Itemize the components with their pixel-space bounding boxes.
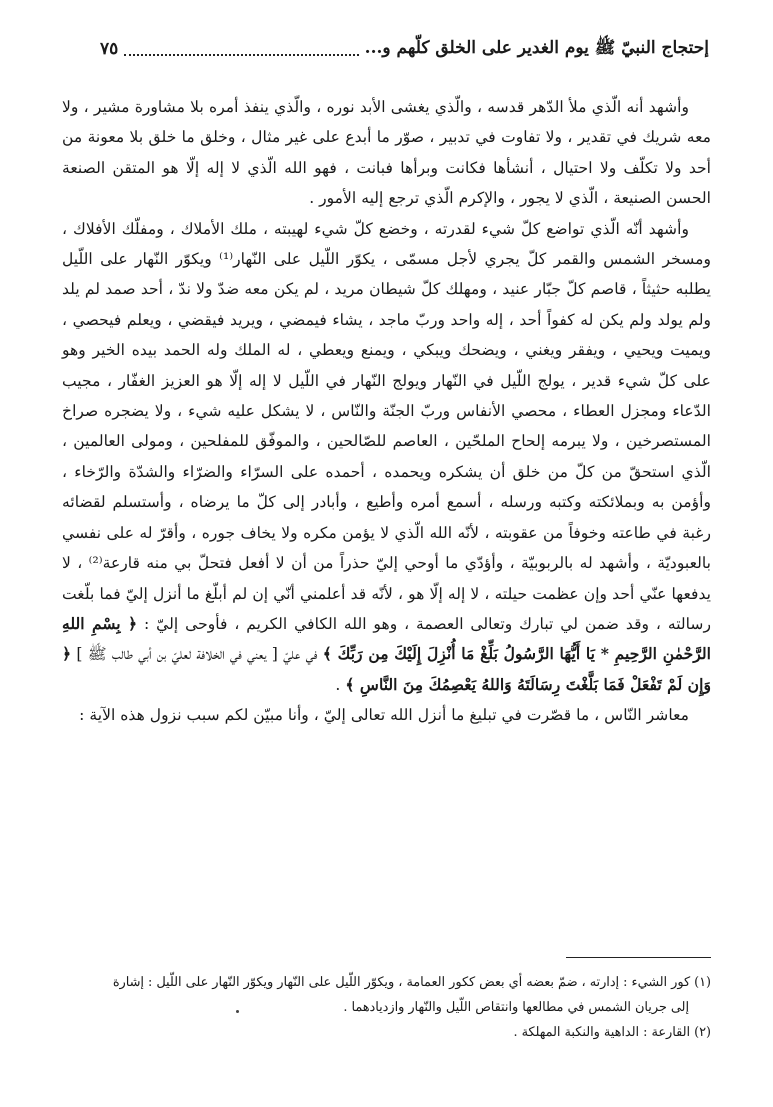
quran-verse-2: ﴿ وَإِن لَمْ تَفْعَلْ فَمَا بَلَّغْتَ رِسَالَتَهُ وَاللهُ يَعْصِمُكَ مِنَ النَّاسِ ﴾ [62, 644, 711, 694]
page-number: ٧٥ [100, 39, 119, 59]
paragraph-2-text: وأشهد أنّه الّذي تواضع كلّ شيء لقدرته ، وخضع كلّ شيء لهيبته ، ملك الأملاك ، ومفلّك الأفلاك ، ومسخر الشمس والقمر كلّ يجري لأجل مسمّى ، يكوّر اللّيل على النّهار⁽¹⁾ ويكوّر النّهار على اللّيل يطلبه حثيثاً ، قاصم كلّ جبّار عنيد ، ومهلك كلّ شيطان مريد ، لم يكن معه ضدّ ولا ندّ ، أحد صمد لم يلد ولم يولد ولم يكن له كفواً أحد ، إله واحد وربّ ماجد ، يشاء فيمضي ، ويريد فيقضي ، ويعلم فيحصي ، ويميت ويحيي ، ويفقر ويغني ، ويضحك ويبكي ، ويمنع ويعطي ، له الملك وله الحمد بيده الخير وهو على كلّ شيء قدير ، يولج اللّيل في النّهار ويولج النّهار في اللّيل لا إله إلّا هو العزيز الغفّار ، مجيب الدّعاء ومجزل العطاء ، محصي الأنفاس وربّ الجنّة والنّاس ، لا يشكل عليه شيء ، ولا يضجره صراخ المستصرخين ، ولا يبرمه إلحاح الملحّين ، العاصم للصّالحين ، والموفّق للمفلحين ، ومولى العالمين ، الّذي استحقّ من كلّ من خلق أن يشكره ويحمده ، أحمده على السرّاء والضرّاء والشدّة والرّخاء ، وأؤمن به وبملائكته وكتبه ورسله ، أسمع أمره وأطيع ، وأبادر إلى كلّ ما يرضاه ، وأستسلم لقضائه رغبة في طاعته وخوفاً من عقوبته ، لأنّه الله الّذي لا يؤمن مكره ولا يخاف جوره ، وأقرّ له على نفسي بالعبوديّة ، وأشهد له بالربوبيّة ، وأؤدّي ما أوحي إليّ حذراً من أن لا أفعل فتحلّ بي منه قارعة⁽²⁾ ، لا يدفعها عنّي أحد وإن عظمت حيلته ، لا إله إلّا هو ، لأنّه قد أعلمني أنّي إن لم أبلّغ ما أنزل إليّ فما بلّغت رسالته ، وقد ضمن لي تبارك وتعالى العصمة ، وهو الله الكافي الكريم ، فأوحى إليّ : [62, 219, 712, 633]
header-title: إحتجاج النبيّ ﷺ يوم الغدير على الخلق كلّهم و... [364, 37, 709, 58]
footnote-1: (١) كور الشيء : إدارته ، ضمّ بعضه أي بعض ككور العمامة ، ويكوّر اللّيل على النّهار ويكوّر النّهار على اللّيل : إشارة [112, 975, 711, 990]
footnote-separator [566, 957, 711, 958]
footnotes [62, 970, 711, 1045]
main-text [62, 92, 711, 731]
header-dot-leader [124, 42, 358, 56]
running-header [100, 36, 709, 62]
paragraph-2-end: . [335, 675, 341, 694]
print-speck [236, 1010, 239, 1013]
quran-verse-1: ﴿ بِسْمِ اللهِ الرَّحْمٰنِ الرَّحِيمِ * يَا أَيُّهَا الرَّسُولُ بَلِّغْ مَا أُنْزِلَ إِلَيْكَ مِن رَبِّكَ ﴾ [62, 613, 711, 664]
paragraph-2 [62, 214, 711, 701]
paragraph-3: معاشر النّاس ، ما قصّرت في تبليغ ما أنزل الله تعالى إليّ ، وأنا مبيّن لكم سبب نزول هذه الآية : [79, 706, 689, 725]
paragraph-1: وأشهد أنه الّذي ملأ الدّهر قدسه ، والّذي يغشى الأبد نوره ، والّذي ينفذ أمره بلا مشاورة مشير ، ولا معه شريك في تقدير ، ولا تفاوت في تدبير ، صوّر ما أبدع على غير مثال ، وخلق ما خلق بلا معونة من أحد ولا تكلّف ولا احتيال ، أنشأها فكانت وبرأها فبانت ، فهو الله الّذي لا إله إلّا هو المتقن الصنعة الحسن الصنيعة ، الّذي لا يجور ، والإكرم الّذي ترجع إليه الأمور . [62, 98, 711, 208]
paragraph-2-commentary: في عليّ [ يعني في الخلافة لعليّ بن أبي طالب ﷺ ] [76, 645, 318, 664]
footnote-1-continuation: إلى جريان الشمس في مطالعها وانتقاص اللّيل والنّهار وازديادهما . [343, 1000, 689, 1015]
footnote-2: (٢) القارعة : الداهية والنكبة المهلكة . [513, 1025, 711, 1040]
